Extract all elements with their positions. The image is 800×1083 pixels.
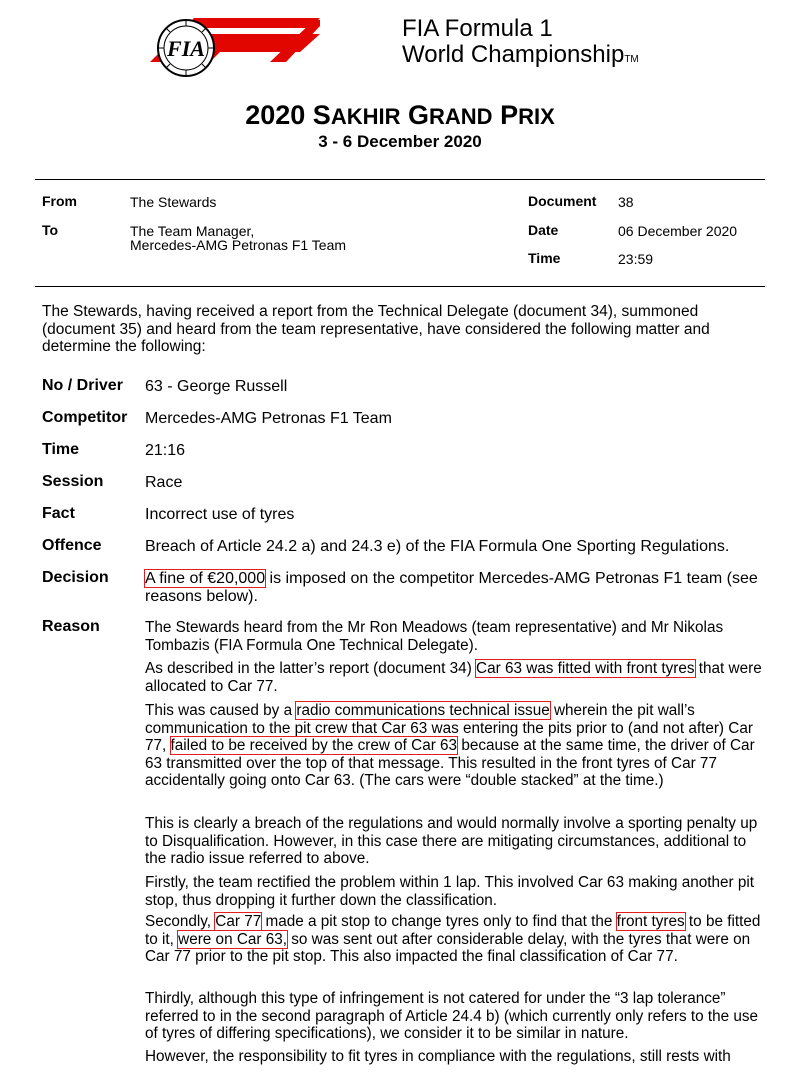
session-label: Session [42,473,104,490]
session-value: Race [145,474,183,491]
from-label: From [42,193,77,209]
incident-time-label: Time [42,441,80,458]
reason-paragraph-7: Thirdly, although this type of infringement is not catered for under the “3 lap tolerance” referred to in the second paragraph of Article 24.4 b) (which currently only refers to the use of tyres of differing specifications), we consider it to be similar in nature. [145,990,759,1042]
reason-paragraph-5: Firstly, the team rectified the problem within 1 lap. This involved Car 63 making another pit stop, thus dropping it further down the classification. [145,874,755,909]
header-bottom-rule [35,286,765,287]
to-label: To [42,222,59,238]
reason-label: Reason [42,618,100,635]
event-title: 2020 SAKHIR GRAND PRIX [245,100,555,130]
decision-label: Decision [42,569,109,586]
highlight-on-car-63: were on Car 63, [178,930,287,948]
driver-value: 63 - George Russell [145,378,288,395]
fact-value: Incorrect use of tyres [145,506,295,523]
logo-wordmark [402,16,639,73]
fia-seal-icon [150,18,222,78]
header-top-rule [35,179,765,180]
reason-paragraph-6: Secondly, Car 77 made a pit stop to change tyres only to find that the front tyres to be fitted to it, were on Car 63, so was sent out after considerable delay, with the tyres that were on Car 77 prior to the pit stop. This also impacted the final classification of Car 77. [145,913,761,965]
offence-label: Offence [42,537,102,554]
time-value: 23:59 [618,251,654,267]
event-dates: 3 - 6 December 2020 [318,132,482,151]
reason-paragraph-4: This is clearly a breach of the regulations and would normally involve a sporting penalty up to Disqualification. However, in this case there are mitigating circumstances, additional to the radio issue referred to above. [145,815,758,867]
reason-paragraph-8: However, the responsibility to fit tyres in compliance with the regulations, still rests with [145,1048,731,1065]
reason-paragraph-1: The Stewards heard from the Mr Ron Meadows (team representative) and Mr Nikolas Tombazis (FIA Formula One Technical Delegate). [145,619,724,654]
highlight-front-tyres-2: front tyres [616,913,685,930]
to-value-line2: Mercedes-AMG Petronas F1 Team [130,237,347,253]
logo-text-line2: World Championship [402,41,625,68]
fine-highlight: A fine of €20,000 [145,570,266,587]
document-label: Document [528,193,597,209]
competitor-label: Competitor [42,409,128,426]
date-value: 06 December 2020 [618,223,738,239]
to-value-line1: The Team Manager, [130,223,255,239]
date-label: Date [528,222,559,238]
offence-value: Breach of Article 24.2 a) and 24.3 e) of the FIA Formula One Sporting Regulations. [145,538,730,555]
incident-time-value: 21:16 [145,442,186,459]
fact-label: Fact [42,505,75,522]
highlight-radio-issue: radio communications technical issue [296,702,550,719]
trademark-mark: TM [624,54,639,65]
f1-fia-logo [150,10,670,76]
svg-text:FIA: FIA [167,36,205,61]
highlight-failed-received: failed to be received by the crew of Car 63 [170,737,458,754]
highlight-car-77: Car 77 [215,913,262,930]
competitor-value: Mercedes-AMG Petronas F1 Team [145,410,392,427]
time-label: Time [528,250,561,266]
reason-paragraph-2: As described in the latter’s report (document 34) Car 63 was fitted with front tyres that were allocated to Car 77. [145,660,762,695]
intro-paragraph: The Stewards, having received a report from the Technical Delegate (document 34), summoned (document 35) and heard from the team representative, have considered the following matter and determine the following: [42,303,710,355]
highlight-front-tyres: Car 63 was fitted with front tyres [476,660,695,677]
decision-value: A fine of €20,000 is imposed on the competitor Mercedes-AMG Petronas F1 team (see reasons below). [145,570,758,605]
reason-paragraph-3: This was caused by a radio communications technical issue wherein the pit wall’s communication to the pit crew that Car 63 was entering the pits prior to (and not after) Car 77, failed to be received by the crew of Car 63 because at the same time, the driver of Car 63 transmitted over the top of that message. This resulted in the front tyres of Car 77 accidentally going onto Car 63. (The cars were “double stacked” at the time.) [145,702,755,789]
logo-text-line1: FIA Formula 1 [402,15,553,42]
driver-label: No / Driver [42,377,123,394]
from-value: The Stewards [130,194,217,210]
document-value: 38 [618,194,634,210]
